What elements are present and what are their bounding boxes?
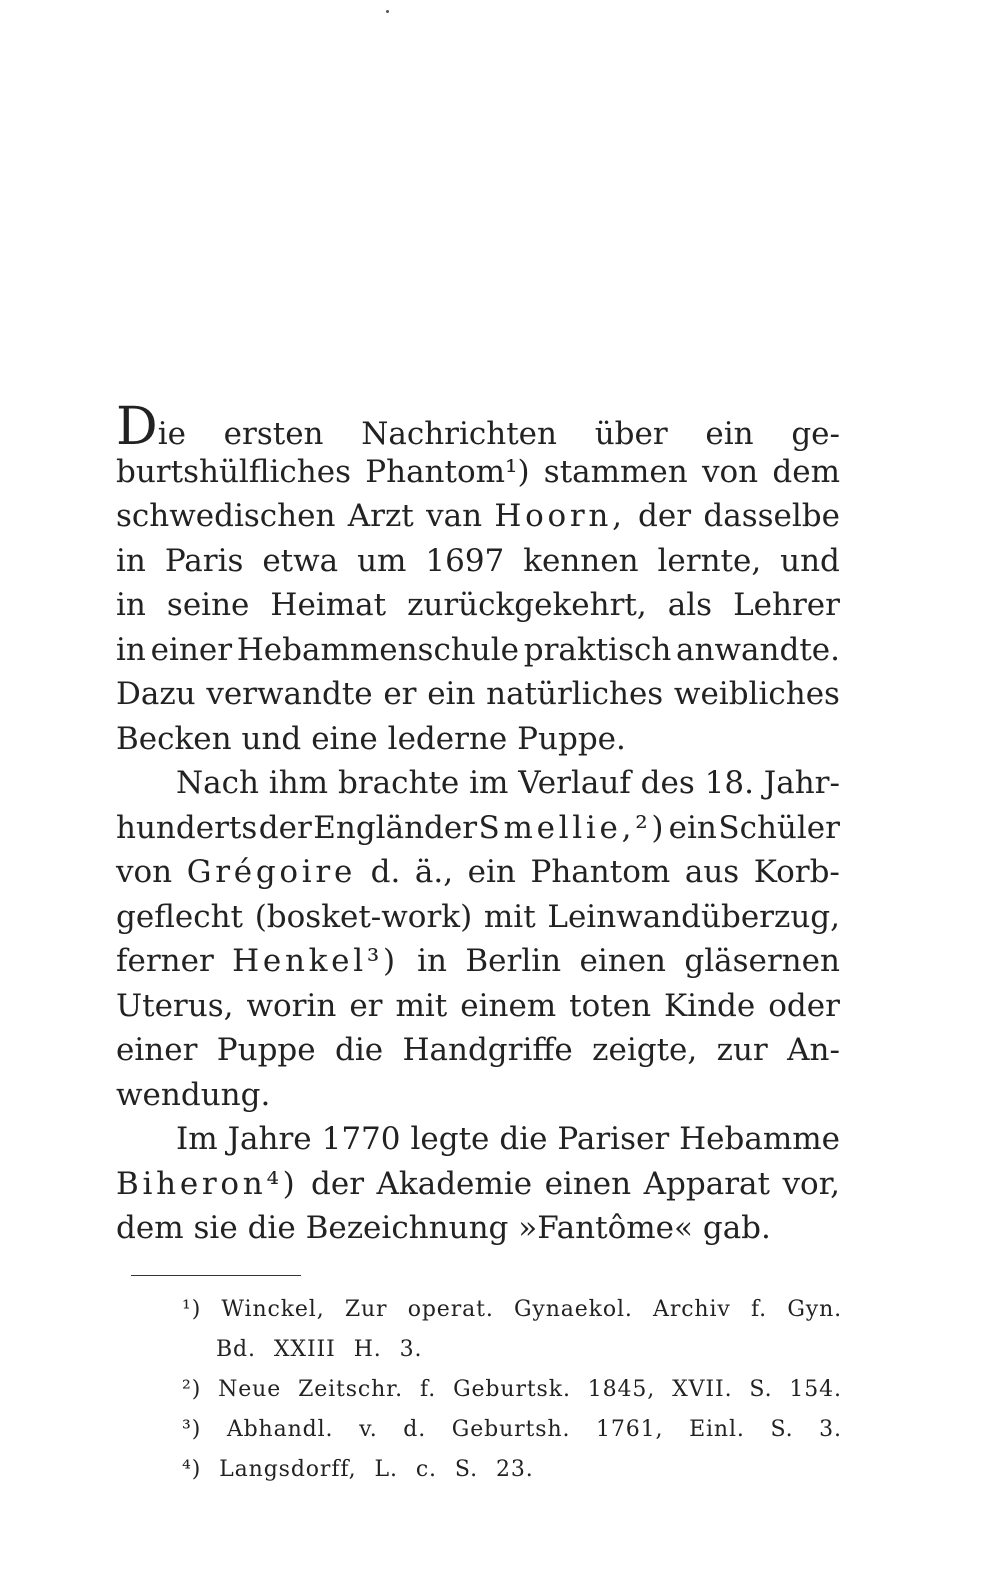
footnote-word: Zeitschr. [298, 1377, 404, 1402]
word: Puppe [216, 1032, 316, 1068]
word: legte [410, 1121, 490, 1157]
word: Heimat [270, 587, 387, 623]
word: Jahr- [763, 765, 840, 801]
text-line [116, 1206, 840, 1251]
word: 1697 [425, 542, 505, 579]
word: etwa [262, 542, 339, 579]
word: Hoorn, [494, 498, 626, 534]
word: zur [716, 1032, 768, 1068]
text-line [116, 450, 840, 495]
text-line [116, 1162, 840, 1207]
word: in [417, 943, 448, 979]
footnote-word: Geburtsk. [453, 1377, 571, 1402]
word: dem [772, 453, 840, 490]
footnote-marker: ¹) [182, 1297, 202, 1322]
word: schwedischen [116, 498, 336, 534]
word: wendung. [116, 1076, 271, 1113]
word: ein [427, 676, 476, 712]
word: Im [176, 1121, 218, 1157]
word: um [357, 542, 407, 579]
word: »Fantôme« [518, 1210, 693, 1246]
word: dasselbe [703, 498, 840, 534]
word: oder [768, 987, 840, 1024]
word: lederne [387, 720, 508, 757]
footnote-word: Abhandl. [226, 1417, 334, 1442]
word: Nach [176, 765, 259, 801]
word: der [258, 809, 312, 846]
word: und [241, 720, 302, 757]
footnote-word: 1761, [596, 1417, 664, 1442]
word: Dazu [116, 676, 196, 712]
footnote-word: Zur [344, 1297, 388, 1322]
footnote-line [182, 1290, 842, 1330]
word: Berlin [465, 943, 562, 979]
word: in [116, 587, 146, 623]
text-line [116, 895, 840, 940]
word: dem [116, 1210, 184, 1246]
word: mit [395, 987, 448, 1024]
footnote-word: H. [353, 1337, 382, 1362]
footnote-word: Neue [218, 1377, 282, 1402]
word: Leinwandüberzug, [547, 898, 840, 935]
word: Pariser [557, 1121, 670, 1157]
word: Hebammenschule [236, 631, 520, 668]
word: über [594, 416, 668, 452]
word: einen [544, 1165, 632, 1202]
footnote-word: 3. [819, 1417, 842, 1442]
word: des [640, 765, 695, 801]
word: sie [193, 1210, 238, 1246]
word: Nachrichten [361, 416, 557, 452]
text-line [116, 939, 840, 984]
word: Schüler [718, 809, 840, 846]
word: Becken [116, 720, 232, 757]
word: vor, [782, 1165, 840, 1202]
word: zurückgekehrt, [407, 587, 647, 623]
footnote-marker: ⁴) [182, 1457, 202, 1482]
word: einem [460, 987, 557, 1024]
text-line [116, 1073, 840, 1118]
word: der [311, 1165, 365, 1202]
word: zeigte, [592, 1032, 698, 1068]
footnote-word: S. [749, 1377, 773, 1402]
word: kennen [523, 542, 639, 579]
word: Hebamme [679, 1121, 840, 1157]
word: ä., [414, 854, 454, 890]
text-line [116, 1028, 840, 1073]
text-line [116, 717, 840, 762]
word: Handgriffe [402, 1032, 573, 1068]
word: einer [150, 631, 233, 668]
word: Korb- [753, 854, 840, 890]
scan-speck [386, 10, 389, 13]
text-line [116, 1117, 840, 1162]
word-rest: ie [157, 416, 186, 452]
footnote-rule [131, 1275, 301, 1276]
word: gab. [702, 1210, 771, 1246]
word: von [116, 854, 173, 890]
word: Smellie,²) [478, 809, 668, 846]
word: ihm [268, 765, 329, 801]
word: im [469, 765, 509, 801]
footnote-line [182, 1370, 842, 1410]
footnote-word: 154. [789, 1377, 842, 1402]
word: die [499, 1121, 548, 1157]
text-line [116, 494, 840, 539]
word: er [349, 987, 383, 1024]
word: toten [569, 987, 652, 1024]
footnote-word: XVII. [672, 1377, 733, 1402]
word: anwandte. [676, 631, 840, 668]
word: worin [246, 987, 337, 1024]
footnote-word: S. [454, 1457, 478, 1482]
footnote-word: S. [770, 1417, 794, 1442]
word: Puppe. [517, 720, 626, 757]
word: d. [370, 854, 401, 890]
word: ferner [116, 943, 214, 979]
word: Lehrer [733, 587, 840, 623]
word: seine [166, 587, 250, 623]
text-line [116, 583, 840, 628]
word: die [335, 1032, 384, 1068]
word: aus [684, 854, 740, 890]
footnote-word: operat. [407, 1297, 494, 1322]
footnote-word: d. [403, 1417, 427, 1442]
word: 18. [704, 765, 754, 801]
body-text [116, 397, 840, 1251]
footnote-word: 3. [399, 1337, 423, 1362]
word: einer [116, 1032, 198, 1068]
text-line [116, 539, 840, 584]
footnote-word: L. [374, 1457, 398, 1482]
word: 1770 [321, 1121, 401, 1157]
word: Jahre [227, 1121, 312, 1157]
word: gläsernen [684, 943, 840, 979]
text-line [116, 397, 840, 457]
drop-cap: D [116, 397, 158, 457]
word: Engländer [313, 809, 478, 846]
footnote-word: Bd. [216, 1337, 256, 1362]
text-line [116, 672, 840, 717]
word: in [116, 631, 146, 668]
word: Henkel³) [232, 943, 399, 979]
word: Biheron⁴) [116, 1165, 299, 1202]
word: die [247, 1210, 296, 1246]
word: Grégoire [186, 854, 357, 890]
word: und [780, 542, 840, 579]
footnote-word: Gyn. [787, 1297, 842, 1322]
word: ein [467, 854, 516, 890]
word: in [116, 542, 146, 579]
word: burtshülfliches [116, 453, 352, 490]
footnote-word: v. [359, 1417, 378, 1442]
word: van [426, 498, 483, 534]
word: brachte [337, 765, 460, 801]
footnote-word: Gynaekol. [513, 1297, 633, 1322]
word: ein [668, 809, 717, 846]
word: er [383, 676, 417, 712]
text-line [116, 850, 840, 895]
footnote-word: Archiv [653, 1297, 731, 1322]
footnote-word: Einl. [689, 1417, 745, 1442]
word: von [701, 453, 759, 490]
footnote-word: Winckel, [221, 1297, 325, 1322]
word: der [638, 498, 692, 534]
text-line [116, 628, 840, 673]
footnote-word: Langsdorff, [219, 1457, 357, 1482]
word: Phantom [530, 854, 671, 890]
word: Phantom¹) [365, 453, 530, 490]
footnote-marker: ²) [182, 1377, 202, 1402]
word: An- [787, 1032, 840, 1068]
word: als [667, 587, 713, 623]
word: weibliches [673, 676, 840, 712]
word: lernte, [657, 542, 762, 579]
word: Verlauf [518, 765, 631, 801]
word: ge- [791, 416, 840, 452]
footnote-word: 1845, [587, 1377, 656, 1402]
footnote-line [182, 1330, 842, 1370]
footnote-word: Geburtsh. [451, 1417, 571, 1442]
footnote-word: c. [415, 1457, 437, 1482]
word: Apparat [643, 1165, 770, 1202]
text-line [116, 984, 840, 1029]
word: natürliches [486, 676, 664, 712]
word: stammen [543, 453, 688, 490]
word: verwandte [206, 676, 373, 712]
text-line [116, 761, 840, 806]
footnote-word: f. [420, 1377, 437, 1402]
word: mit [483, 898, 536, 935]
footnotes [182, 1290, 842, 1490]
word: einen [579, 943, 667, 979]
footnote-line [182, 1450, 842, 1490]
word: geflecht [116, 898, 243, 935]
word: Bezeichnung [305, 1210, 509, 1246]
word: Paris [164, 542, 244, 579]
word: hunderts [116, 809, 258, 846]
word: praktisch [523, 631, 672, 668]
word: Arzt [347, 498, 414, 534]
word: Uterus, [116, 987, 234, 1024]
footnote-word: f. [750, 1297, 768, 1322]
word: Kinde [664, 987, 756, 1024]
word: eine [311, 720, 378, 757]
word: ein [705, 416, 754, 452]
footnote-word: 23. [495, 1457, 534, 1482]
text-line [116, 806, 840, 851]
footnote-marker: ³) [182, 1417, 202, 1442]
word: (bosket-work) [254, 898, 473, 935]
footnote-line [182, 1410, 842, 1450]
word: ersten [223, 416, 324, 452]
footnote-word: XXIII [273, 1337, 336, 1362]
word: Akademie [376, 1165, 533, 1202]
